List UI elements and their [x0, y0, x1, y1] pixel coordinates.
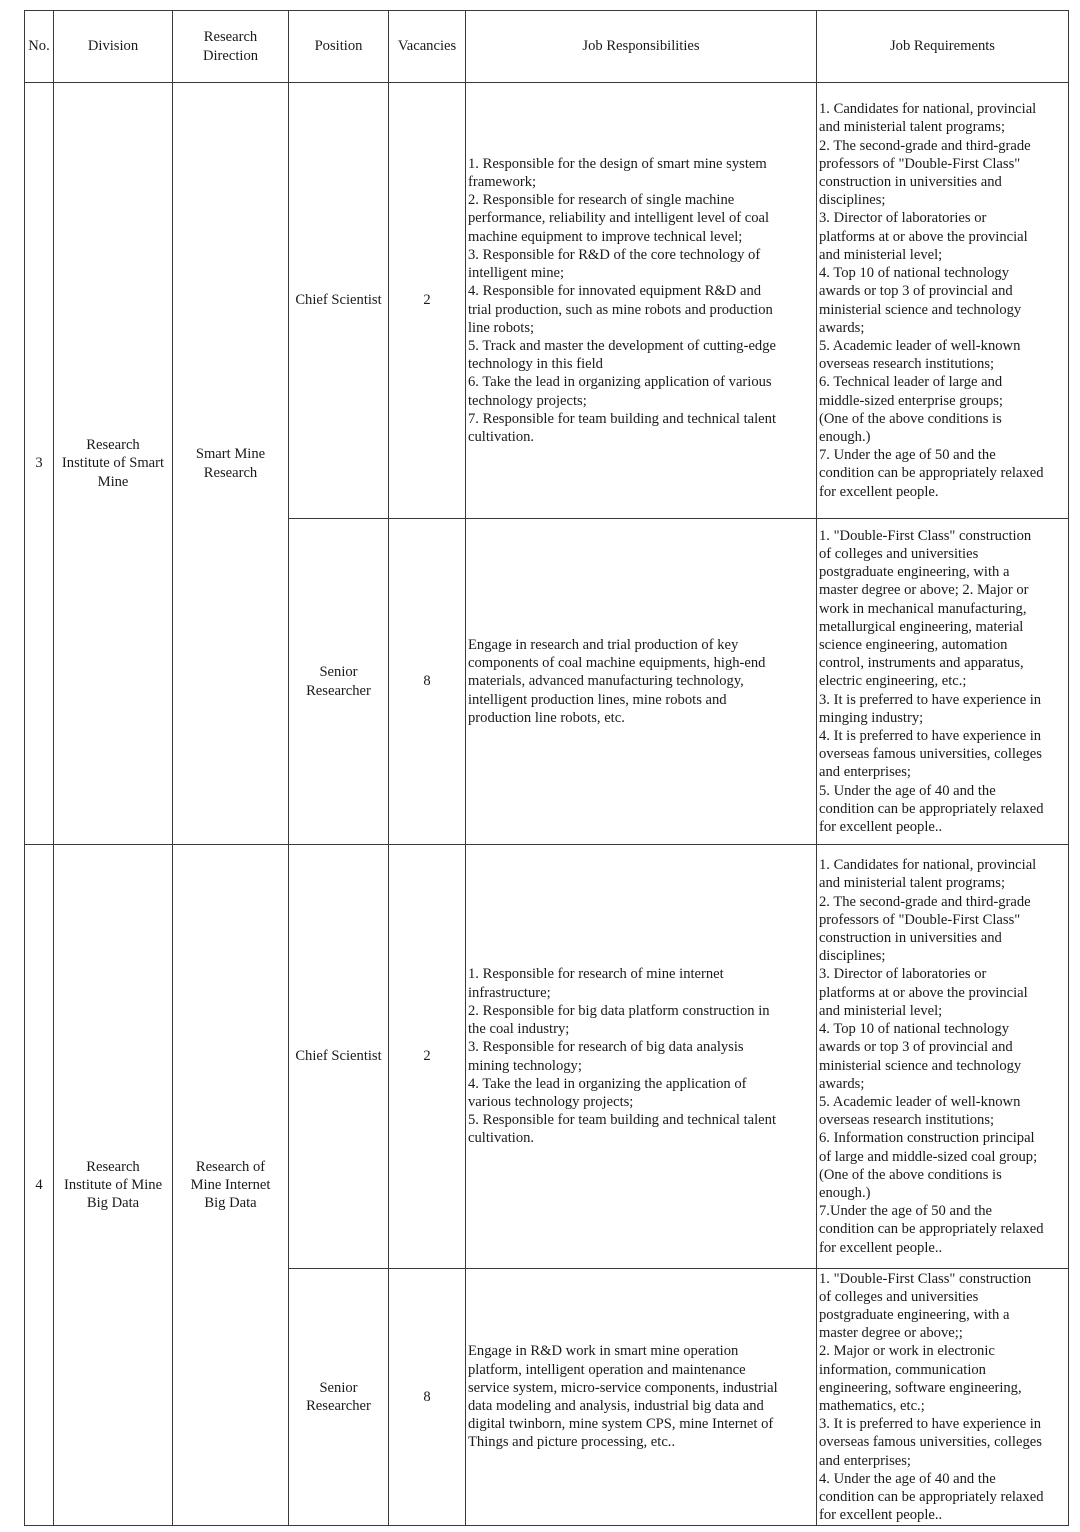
vacancies-cell: 2 — [389, 845, 466, 1269]
responsibilities-cell: Engage in R&D work in smart mine operation platform, intelligent operation and maintenance service system, micro-service components, industrial data modeling and analysis, industrial big data and digital twinborn, mine system CPS, mine Internet of Things and picture processing, etc.. — [466, 1269, 817, 1526]
header-job-requirements: Job Requirements — [817, 11, 1069, 83]
position-cell: Senior Researcher — [289, 1269, 389, 1526]
header-row — [25, 11, 1069, 83]
header-research-direction: Research Direction — [173, 11, 289, 83]
requirements-cell: 1. "Double-First Class" construction of colleges and universities postgraduate engineering, with a master degree or above; 2. Major or work in mechanical manufacturing, metallurgical engineering, material science engineering, automation control, instruments and apparatus, electric engineering, etc.; 3. It is preferred to have experience in minging industry; 4. It is preferred to have experience in overseas famous universities, colleges and enterprises; 5. Under the age of 40 and the condition can be appropriately relaxed for excellent people.. — [817, 519, 1069, 845]
table-row — [25, 845, 1069, 1269]
row-number: 3 — [25, 83, 54, 845]
position-cell: Chief Scientist — [289, 83, 389, 519]
header-position: Position — [289, 11, 389, 83]
position-cell: Chief Scientist — [289, 845, 389, 1269]
position-cell: Senior Researcher — [289, 519, 389, 845]
division-cell: Research Institute of Smart Mine — [54, 83, 173, 845]
requirements-cell: 1. "Double-First Class" construction of colleges and universities postgraduate engineering, with a master degree or above;; 2. Major or work in electronic information, communication engineering, software engineering, mathematics, etc.; 3. It is preferred to have experience in overseas famous universities, colleges and enterprises; 4. Under the age of 40 and the condition can be appropriately relaxed for excellent people.. — [817, 1269, 1069, 1526]
job-listing-table — [24, 10, 1069, 1526]
research-direction-cell: Research of Mine Internet Big Data — [173, 845, 289, 1526]
vacancies-cell: 8 — [389, 519, 466, 845]
header-no: No. — [25, 11, 54, 83]
research-direction-cell: Smart Mine Research — [173, 83, 289, 845]
vacancies-cell: 8 — [389, 1269, 466, 1526]
vacancies-cell: 2 — [389, 83, 466, 519]
row-number: 4 — [25, 845, 54, 1526]
header-division: Division — [54, 11, 173, 83]
header-vacancies: Vacancies — [389, 11, 466, 83]
requirements-cell: 1. Candidates for national, provincial and ministerial talent programs; 2. The second-grade and third-grade professors of "Double-First Class" construction in universities and disciplines; 3. Director of laboratories or platforms at or above the provincial and ministerial level; 4. Top 10 of national technology awards or top 3 of provincial and ministerial science and technology awards; 5. Academic leader of well-known overseas research institutions; 6. Technical leader of large and middle-sized enterprise groups; (One of the above conditions is enough.) 7. Under the age of 50 and the condition can be appropriately relaxed for excellent people. — [817, 83, 1069, 519]
requirements-cell: 1. Candidates for national, provincial and ministerial talent programs; 2. The second-grade and third-grade professors of "Double-First Class" construction in universities and disciplines; 3. Director of laboratories or platforms at or above the provincial and ministerial level; 4. Top 10 of national technology awards or top 3 of provincial and ministerial science and technology awards; 5. Academic leader of well-known overseas research institutions; 6. Information construction principal of large and middle-sized coal group; (One of the above conditions is enough.) 7.Under the age of 50 and the condition can be appropriately relaxed for excellent people.. — [817, 845, 1069, 1269]
responsibilities-cell: 1. Responsible for research of mine internet infrastructure; 2. Responsible for big data platform construction in the coal industry; 3. Responsible for research of big data analysis mining technology; 4. Take the lead in organizing the application of various technology projects; 5. Responsible for team building and technical talent cultivation. — [466, 845, 817, 1269]
header-job-responsibilities: Job Responsibilities — [466, 11, 817, 83]
responsibilities-cell: Engage in research and trial production of key components of coal machine equipments, high-end materials, advanced manufacturing technology, intelligent production lines, mine robots and production line robots, etc. — [466, 519, 817, 845]
division-cell: Research Institute of Mine Big Data — [54, 845, 173, 1526]
table-row — [25, 83, 1069, 519]
responsibilities-cell: 1. Responsible for the design of smart mine system framework; 2. Responsible for research of single machine performance, reliability and intelligent level of coal machine equipment to improve technical level; 3. Responsible for R&D of the core technology of intelligent mine; 4. Responsible for innovated equipment R&D and trial production, such as mine robots and production line robots; 5. Track and master the development of cutting-edge technology in this field 6. Take the lead in organizing application of various technology projects; 7. Responsible for team building and technical talent cultivation. — [466, 83, 817, 519]
